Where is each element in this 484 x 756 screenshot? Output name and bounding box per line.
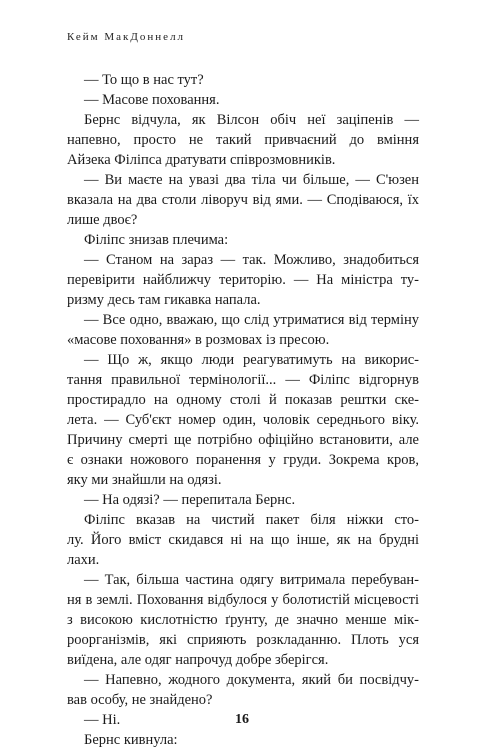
text-line: напевно, просто не такий привчаєний до вміння <box>67 132 419 148</box>
text-line: роорганізмів, які сприяють розкладанню. Плоть уся <box>67 632 419 648</box>
text-line: — Масове поховання. <box>84 92 220 108</box>
text-line: Бернс відчула, як Вілсон обіч неї заціпенів — <box>84 112 419 128</box>
text-line: простирадло на одному столі й показав рештки ске- <box>67 392 419 408</box>
text-line: Філіпс знизав плечима: <box>84 232 229 248</box>
text-line: Айзека Філіпса дратувати співрозмовників. <box>67 152 336 168</box>
text-line: Причину смерті ще потрібно офіційно встановити, але <box>67 432 419 448</box>
text-line: перевірити найближчу територію. — На міністра ту- <box>67 272 419 288</box>
text-line: лише двоє? <box>67 212 138 228</box>
text-line: — На одязі? — перепитала Бернс. <box>84 492 296 508</box>
text-line: ня в землі. Поховання відбулося у болотистій місцевості <box>67 592 419 608</box>
text-line: лу. Його вміст скидався ні на що інше, як на брудні <box>67 532 419 548</box>
text-line: виїдена, але одяг напрочуд добре зберігся. <box>67 652 329 668</box>
text-line: — Що ж, якщо люди реагуватимуть на викорис- <box>84 352 419 368</box>
text-line: тання правильної термінології... — Філіпс відгорнув <box>67 372 419 388</box>
text-line: — Напевно, жодного документа, який би посвідчу- <box>84 672 419 688</box>
text-line: — Ви маєте на увазі два тіла чи більше, — С'юзен <box>84 172 419 188</box>
text-line: — То що в нас тут? <box>84 72 204 88</box>
text-line: ризму десь там гикавка напала. <box>67 292 261 308</box>
text-line: з високою кислотністю ґрунту, де значно менше мік- <box>67 612 419 628</box>
text-line: — Все одно, вважаю, що слід утриматися від терміну <box>84 312 419 328</box>
text-line: «масове поховання» в розмовах із пресою. <box>67 332 330 348</box>
text-line: яку ми знайшли на одязі. <box>67 472 222 488</box>
text-line: лахи. <box>67 552 100 568</box>
text-line: Бернс кивнула: <box>84 732 178 748</box>
body-text <box>67 70 419 750</box>
text-line: лета. — Суб'єкт номер один, чоловік середнього віку. <box>67 412 419 428</box>
text-line: Філіпс вказав на чистий пакет біля ніжки сто- <box>84 512 419 528</box>
text-line: є ознаки ножового поранення у груди. Зокрема кров, <box>67 452 419 468</box>
text-line: — Ні. <box>84 712 121 728</box>
text-line: — Так, більша частина одягу витримала перебуван- <box>84 572 419 588</box>
text-line: вказала на два столи ліворуч від ями. — Сподіваюся, їх <box>67 192 419 208</box>
running-head: Кейм МакДоннелл <box>67 31 186 43</box>
text-line: вав особу, не знайдено? <box>67 692 213 708</box>
text-line: — Станом на зараз — так. Можливо, знадобиться <box>84 252 419 268</box>
page-number: 16 <box>235 712 249 727</box>
